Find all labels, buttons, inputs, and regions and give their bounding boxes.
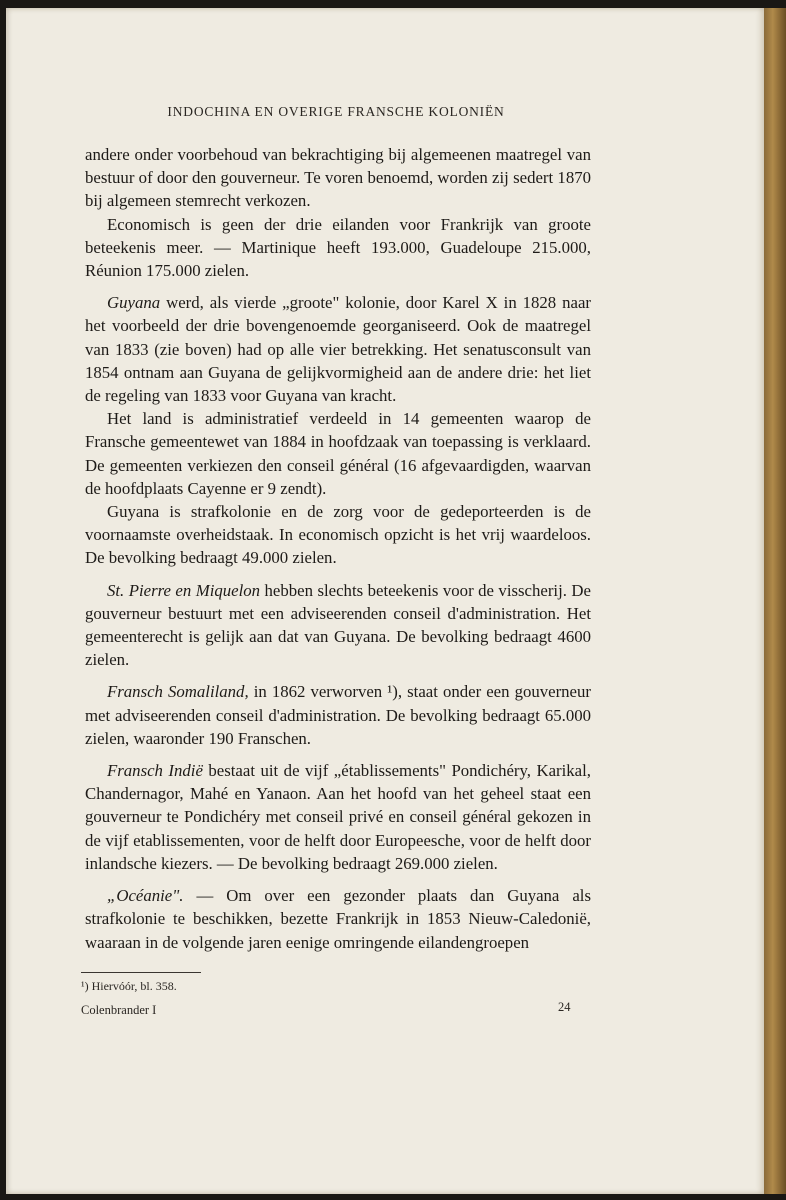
paragraph: Guyana werd, als vierde „groote" kolonie, door Karel X in 1828 naar het voorbeeld der drie bovengenoemde georganiseerd. Ook de maatregel van 1833 (zie boven) had op alle vier betrekking. Het senatusconsult van 1854 ontnam aan Guyana de gelijkvormigheid aan de andere drie: het liet de regeling van 1833 voor Guyana van kracht. bbox=[85, 293, 591, 406]
footnote-divider bbox=[81, 972, 201, 973]
paragraph: St. Pierre en Miquelon hebben slechts beteekenis voor de visscherij. De gouverneur bestuurt met een adviseerenden conseil d'administration. Het gemeenterecht is gelijk aan dat van Guyana. De bevolking bedraagt 4600 zielen. bbox=[85, 580, 591, 670]
paragraph-lead: „Océanie". bbox=[107, 886, 184, 906]
book-edge bbox=[764, 8, 786, 1194]
paragraph: Fransch Somaliland, in 1862 verworven ¹), staat onder een gouverneur met adviseerenden conseil d'administration. De bevolking bedraagt 65.000 zielen, waaronder 190 Franschen. bbox=[85, 682, 591, 748]
paragraph: „Océanie". — Om over een gezonder plaats dan Guyana als strafkolonie te beschikken, bezette Frankrijk in 1853 Nieuw-Caledonië, waaraan in de volgende jaren eenige omringende eilandengroepen bbox=[85, 886, 591, 952]
paragraph: Fransch Indië bestaat uit de vijf „établissements" Pondichéry, Karikal, Chandernagor, Mahé en Yanaon. Aan het hoofd van het geheel staat een gouverneur te Pondichéry met conseil privé en conseil général gekozen in de vijf etablissementen, voor de helft door Europeesche, voor de helft door inlandsche kiezers. — De bevolking bedraagt 269.000 zielen. bbox=[85, 761, 591, 873]
paragraph: Het land is administratief verdeeld in 14 gemeenten waarop de Fransche gemeentewet van 1884 in hoofdzaak van toepassing is verklaard. De gemeenten verkiezen den conseil général (16 afgevaardigden, waarvan de hoofdplaats Cayenne er 9 zendt). bbox=[85, 409, 591, 498]
paragraph-lead: Fransch Indië bbox=[107, 761, 203, 781]
signature-number: 24 bbox=[558, 1000, 571, 1014]
paragraph-lead: Fransch Somaliland, bbox=[107, 682, 249, 702]
running-head: INDOCHINA EN OVERIGE FRANSCHE KOLONIËN bbox=[167, 104, 505, 119]
paragraph-lead: St. Pierre en Miquelon bbox=[107, 580, 261, 600]
printer-signature: Colenbrander I bbox=[81, 1003, 157, 1017]
body-text bbox=[85, 143, 591, 954]
paragraph: andere onder voorbehoud van bekrachtiging bij algemeenen maatregel van bestuur of door den gouverneur. Te voren benoemd, worden zij sedert 1870 bij algemeen stemrecht verkozen. bbox=[85, 145, 591, 211]
paragraph-lead: Guyana bbox=[107, 293, 161, 313]
footnote: ¹) Hiervóór, bl. 358. bbox=[81, 979, 177, 993]
paragraph: Economisch is geen der drie eilanden voor Frankrijk van groote beteekenis meer. — Martinique heeft 193.000, Guadeloupe 215.000, Réunion 175.000 zielen. bbox=[85, 214, 591, 281]
paragraph: Guyana is strafkolonie en de zorg voor de gedeporteerden is de voornaamste overheidstaak. In economisch opzicht is het vrij waardeloos. De bevolking bedraagt 49.000 zielen. bbox=[85, 502, 591, 568]
